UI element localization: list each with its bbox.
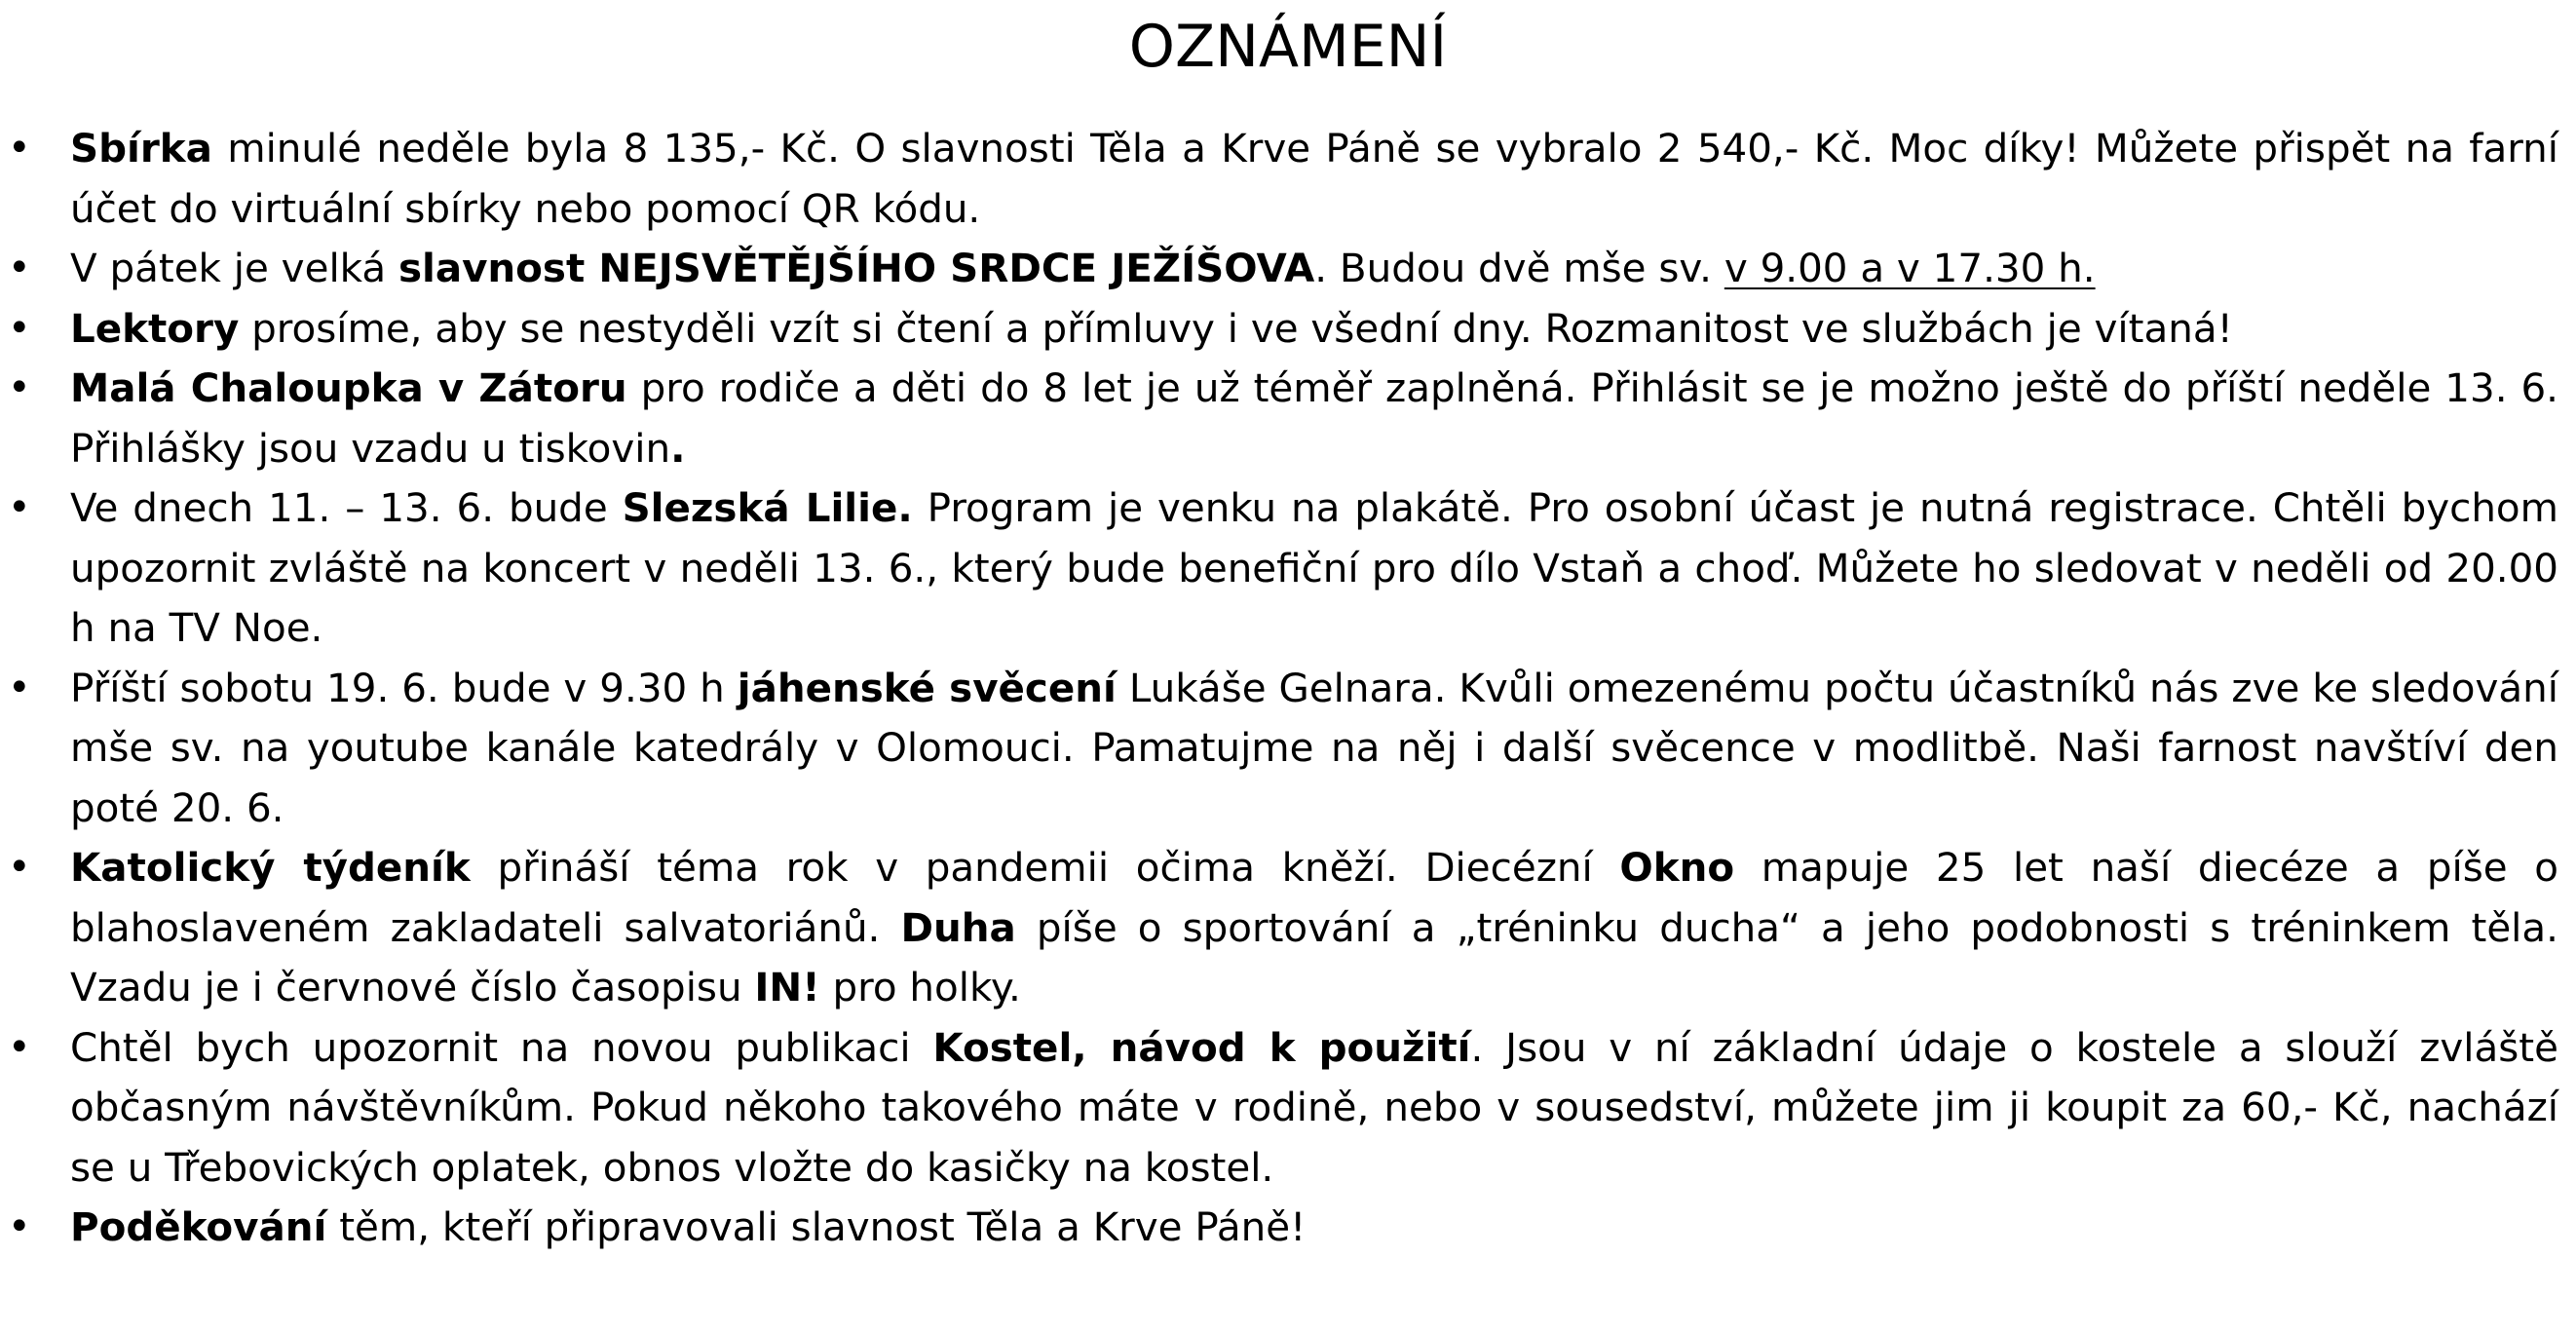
bullet-icon: • (8, 365, 31, 410)
bullet-icon: • (8, 126, 31, 171)
item-text: minulé neděle byla 8 135,- Kč. O slavnosti Těla a Krve Páně se vybralo 2 540,- Kč. Moc díky! Můžete přispět na farní účet do virtuální sbírky nebo pomocí QR kódu. (70, 125, 2558, 232)
bullet-icon: • (8, 665, 31, 710)
announcement-item (0, 359, 2576, 478)
emphasized-text: slavnost NEJSVĚTĚJŠÍHO SRDCE JEŽÍŠOVA (398, 245, 1315, 291)
bullet-icon: • (8, 1024, 31, 1070)
emphasized-text: Sbírka (70, 125, 212, 172)
item-text: prosíme, aby se nestyděli vzít si čtení a přímluvy i ve všední dny. Rozmanitost ve službách je vítaná! (239, 304, 2233, 352)
item-text: Chtěl bych upozornit na novou publikaci (70, 1023, 933, 1071)
emphasized-text: IN! (754, 964, 820, 1010)
emphasized-text: Malá Chaloupka v Zátoru (70, 364, 627, 411)
item-text: Program je venku na plakátě. Pro osobní účast je nutná registrace. Chtěli bychom upozornit zvláště na koncert v neděli 13. 6., který bude benefiční pro dílo Vstaň a choď. Můžete ho sledovat v neděli od 20.00 h na TV Noe. (70, 484, 2558, 651)
announcement-item (0, 1018, 2576, 1199)
announcement-item (0, 119, 2576, 239)
item-text: píše o sportování a „tréninku ducha“ a jeho podobnosti s tréninkem těla. Vzadu je i červnové číslo časopisu (70, 903, 2558, 1010)
emphasized-text: Okno (1619, 844, 1735, 891)
bullet-icon: • (8, 845, 31, 890)
emphasized-text: Slezská Lilie. (622, 484, 913, 531)
item-text: . Budou dvě mše sv. (1314, 245, 1724, 291)
underlined-text: v 9.00 a v 17.30 h. (1724, 245, 2096, 291)
announcement-item (0, 239, 2576, 299)
announcement-item (0, 838, 2576, 1018)
item-text: pro rodiče a děti do 8 let je už téměř zaplněná. Přihlásit se je možno ještě do příští neděle 13. 6. Přihlášky jsou vzadu u tiskovin (70, 364, 2559, 472)
item-text: pro holky. (819, 964, 1021, 1010)
announcement-item (0, 1198, 2576, 1258)
bullet-icon: • (8, 305, 31, 351)
item-text: přináší téma rok v pandemii očima kněží. Diecézní (470, 844, 1620, 891)
announcement-item (0, 299, 2576, 360)
item-text: těm, kteří připravovali slavnost Těla a Krve Páně! (326, 1203, 1307, 1250)
emphasized-text: Lektory (70, 304, 240, 352)
item-text: . Jsou v ní základní údaje o kostele a slouží zvláště občasným návštěvníkům. Pokud někoho takového máte v rodině, nebo v sousedství, můžete jim ji koupit za 60,- Kč, nachází se u Třebovických oplatek, obnos vložte do kasičky na kostel. (70, 1023, 2558, 1191)
bullet-icon: • (8, 1204, 31, 1249)
emphasized-text: jáhenské svěcení (737, 664, 1117, 711)
announcement-item (0, 659, 2576, 839)
item-text: Příští sobotu 19. 6. bude v 9.30 h (70, 664, 738, 711)
page-title: OZNÁMENÍ (1128, 13, 1448, 81)
item-text: V pátek je velká (70, 245, 398, 291)
emphasized-text: Duha (900, 903, 1016, 951)
emphasized-text: Kostel, návod k použití (932, 1023, 1471, 1071)
bullet-icon: • (8, 246, 31, 290)
emphasized-text: Katolický týdeník (70, 844, 471, 891)
item-text: mapuje 25 let naší diecéze a píše o blahoslaveném zakladateli salvatoriánů. (70, 844, 2558, 951)
item-text: Lukáše Gelnara. Kvůli omezenému počtu účastníků nás zve ke sledování mše sv. na youtube kanále katedrály v Olomouci. Pamatujme na něj i další svěcence v modlitbě. Naši farnost navštíví den poté 20. 6. (70, 664, 2558, 831)
emphasized-text: Poděkování (70, 1203, 327, 1250)
item-text: Ve dnech 11. – 13. 6. bude (70, 484, 623, 531)
emphasized-text: . (670, 424, 686, 472)
announcement-list (0, 119, 2576, 1258)
announcement-item (0, 478, 2576, 659)
bullet-icon: • (8, 485, 31, 530)
